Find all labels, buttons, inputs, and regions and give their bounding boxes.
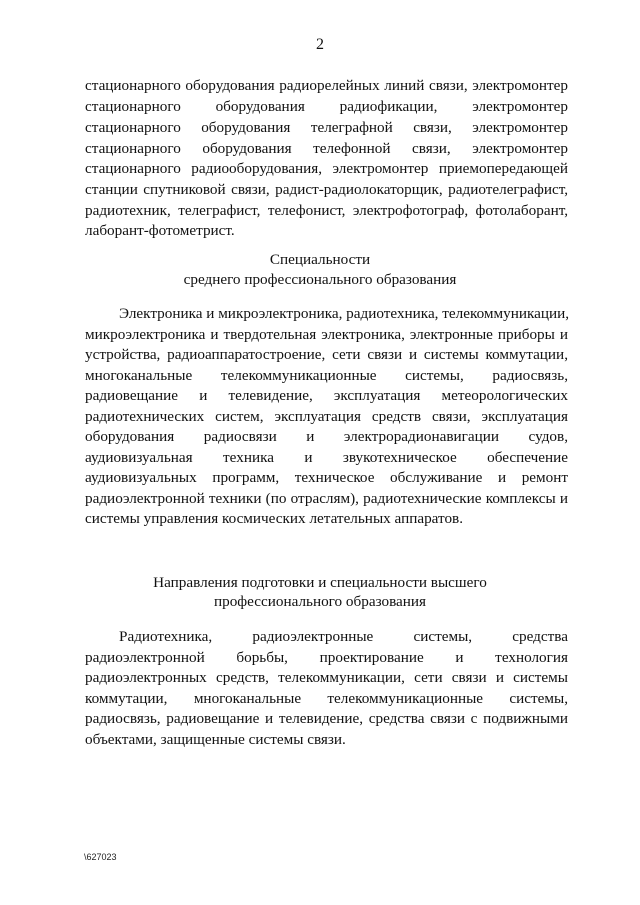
text-line: стационарного оборудования телеграфной связи, электромонтер <box>85 119 568 136</box>
text-line: стационарного оборудования радиофикации, электромонтер <box>85 98 568 115</box>
text-line: аудиовизуальных программ, техническое обслуживание и ремонт <box>85 469 568 486</box>
text-line: радиоэлектронной борьбы, проектирование и технология <box>85 649 568 666</box>
text-line: стационарного радиооборудования, электромонтер приемопередающей <box>85 160 568 177</box>
text-line: радиотехнических систем, эксплуатация средств связи, эксплуатация <box>85 408 568 425</box>
text-line: микроэлектроника и твердотельная электроника, электронные приборы и <box>85 326 568 343</box>
page-number: 2 <box>316 36 324 53</box>
text-line: системы управления космических летательных аппаратов. <box>85 510 464 527</box>
section-heading-line: Специальности <box>269 251 371 268</box>
text-line: коммутации, многоканальные телекоммуникационные системы, <box>85 690 568 707</box>
section-heading-line: профессионального образования <box>213 593 427 610</box>
document-code: \627023 <box>84 852 117 862</box>
text-line: Электроника и микроэлектроника, радиотехника, телекоммуникации, <box>119 305 570 322</box>
text-line: Радиотехника, радиоэлектронные системы, средства <box>119 628 568 645</box>
text-line: радиовещание и телевидение, эксплуатация метеорологических <box>85 387 568 404</box>
text-line: стационарного оборудования телефонной связи, электромонтер <box>85 140 568 157</box>
text-line: радиоэлектронной техники (по отраслям), радиотехнические комплексы и <box>85 490 568 507</box>
text-line: многоканальные телекоммуникационные системы, радиосвязь, <box>85 367 568 384</box>
text-line: оборудования радиосвязи и электрорадионавигации судов, <box>85 428 568 445</box>
text-line: радиоэлектронных средств, телекоммуникации, сети связи и системы <box>85 669 568 686</box>
text-line: аудиовизуальная техника и звукотехническое обеспечение <box>85 449 568 466</box>
text-line: объектами, защищенные системы связи. <box>85 731 346 748</box>
text-line: лаборант-фотометрист. <box>85 222 235 239</box>
text-line: устройства, радиоаппаратостроение, сети связи и системы коммутации, <box>85 346 568 363</box>
text-line: радиотехник, телеграфист, телефонист, электрофотограф, фотолаборант, <box>85 202 568 219</box>
text-line: станции спутниковой связи, радист-радиолокаторщик, радиотелеграфист, <box>85 181 568 198</box>
text-line: радиосвязь, радиовещание и телевидение, средства связи с подвижными <box>85 710 568 727</box>
section-heading-line: Направления подготовки и специальности высшего <box>153 574 487 591</box>
text-line: стационарного оборудования радиорелейных линий связи, электромонтер <box>85 77 568 94</box>
section-heading-line: среднего профессионального образования <box>183 271 457 288</box>
